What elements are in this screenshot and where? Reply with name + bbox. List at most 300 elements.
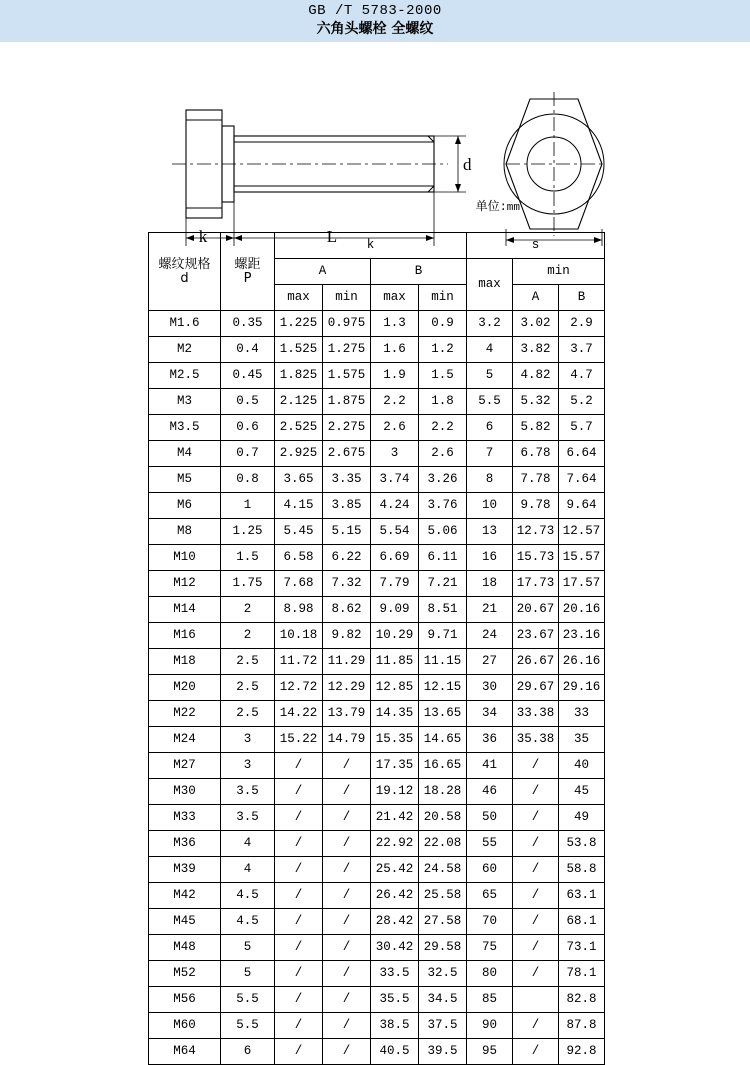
cell-ka-max: 8.98 xyxy=(275,597,323,623)
cell-s-max: 7 xyxy=(467,441,513,467)
cell-kb-max: 5.54 xyxy=(371,519,419,545)
spec-table-wrapper xyxy=(148,232,604,1065)
cell-s-b: 53.8 xyxy=(559,831,605,857)
cell-kb-max: 10.29 xyxy=(371,623,419,649)
table-row xyxy=(149,961,605,987)
cell-thread-spec: M8 xyxy=(149,519,221,545)
table-row xyxy=(149,857,605,883)
cell-kb-max: 1.6 xyxy=(371,337,419,363)
cell-kb-min: 13.65 xyxy=(419,701,467,727)
cell-ka-min: 13.79 xyxy=(323,701,371,727)
cell-ka-min: 7.32 xyxy=(323,571,371,597)
cell-ka-max: / xyxy=(275,883,323,909)
header-kb-min: min xyxy=(419,285,467,311)
cell-pitch: 4.5 xyxy=(221,909,275,935)
cell-ka-max: 11.72 xyxy=(275,649,323,675)
cell-kb-min: 27.58 xyxy=(419,909,467,935)
cell-kb-max: 17.35 xyxy=(371,753,419,779)
cell-kb-max: 1.3 xyxy=(371,311,419,337)
cell-s-b: 63.1 xyxy=(559,883,605,909)
cell-pitch: 0.5 xyxy=(221,389,275,415)
cell-kb-min: 1.2 xyxy=(419,337,467,363)
cell-thread-spec: M24 xyxy=(149,727,221,753)
cell-ka-max: 5.45 xyxy=(275,519,323,545)
cell-s-max: 70 xyxy=(467,909,513,935)
cell-pitch: 4.5 xyxy=(221,883,275,909)
header-k-a: A xyxy=(275,259,371,285)
cell-thread-spec: M12 xyxy=(149,571,221,597)
cell-pitch: 1 xyxy=(221,493,275,519)
cell-s-max: 80 xyxy=(467,961,513,987)
cell-kb-max: 19.12 xyxy=(371,779,419,805)
cell-kb-max: 40.5 xyxy=(371,1039,419,1065)
cell-thread-spec: M42 xyxy=(149,883,221,909)
cell-kb-max: 26.42 xyxy=(371,883,419,909)
header-s-b: B xyxy=(559,285,605,311)
header-ka-max: max xyxy=(275,285,323,311)
cell-kb-max: 22.92 xyxy=(371,831,419,857)
table-row xyxy=(149,987,605,1013)
cell-pitch: 5.5 xyxy=(221,987,275,1013)
cell-pitch: 6 xyxy=(221,1039,275,1065)
table-row xyxy=(149,363,605,389)
cell-s-b: 4.7 xyxy=(559,363,605,389)
cell-s-max: 95 xyxy=(467,1039,513,1065)
table-row xyxy=(149,519,605,545)
cell-kb-max: 38.5 xyxy=(371,1013,419,1039)
cell-s-max: 36 xyxy=(467,727,513,753)
cell-s-b: 20.16 xyxy=(559,597,605,623)
cell-kb-max: 28.42 xyxy=(371,909,419,935)
cell-thread-spec: M45 xyxy=(149,909,221,935)
cell-s-max: 3.2 xyxy=(467,311,513,337)
table-row xyxy=(149,389,605,415)
cell-s-max: 50 xyxy=(467,805,513,831)
cell-s-a: 15.73 xyxy=(513,545,559,571)
cell-thread-spec: M64 xyxy=(149,1039,221,1065)
cell-thread-spec: M20 xyxy=(149,675,221,701)
cell-pitch: 2.5 xyxy=(221,649,275,675)
cell-ka-min: 6.22 xyxy=(323,545,371,571)
cell-thread-spec: M27 xyxy=(149,753,221,779)
cell-s-b: 12.57 xyxy=(559,519,605,545)
header-thread-spec xyxy=(149,233,221,311)
cell-thread-spec: M18 xyxy=(149,649,221,675)
cell-kb-max: 2.2 xyxy=(371,389,419,415)
cell-ka-max: 2.525 xyxy=(275,415,323,441)
table-row xyxy=(149,467,605,493)
cell-s-a: / xyxy=(513,1039,559,1065)
cell-ka-min: / xyxy=(323,831,371,857)
cell-ka-min: / xyxy=(323,805,371,831)
cell-pitch: 3.5 xyxy=(221,779,275,805)
cell-s-a: 3.82 xyxy=(513,337,559,363)
cell-s-b: 5.2 xyxy=(559,389,605,415)
table-row xyxy=(149,831,605,857)
cell-s-a: / xyxy=(513,961,559,987)
cell-s-b: 33 xyxy=(559,701,605,727)
table-row xyxy=(149,727,605,753)
cell-ka-max: / xyxy=(275,831,323,857)
cell-s-b: 29.16 xyxy=(559,675,605,701)
table-row xyxy=(149,597,605,623)
cell-ka-min: 11.29 xyxy=(323,649,371,675)
cell-s-max: 18 xyxy=(467,571,513,597)
cell-s-max: 75 xyxy=(467,935,513,961)
cell-ka-max: 12.72 xyxy=(275,675,323,701)
cell-s-a: 5.82 xyxy=(513,415,559,441)
table-row xyxy=(149,675,605,701)
table-row xyxy=(149,779,605,805)
cell-kb-min: 5.06 xyxy=(419,519,467,545)
cell-kb-min: 2.2 xyxy=(419,415,467,441)
cell-ka-min: / xyxy=(323,935,371,961)
table-row xyxy=(149,571,605,597)
cell-kb-min: 12.15 xyxy=(419,675,467,701)
cell-ka-max: 14.22 xyxy=(275,701,323,727)
cell-pitch: 1.75 xyxy=(221,571,275,597)
cell-pitch: 0.35 xyxy=(221,311,275,337)
cell-ka-max: / xyxy=(275,961,323,987)
cell-thread-spec: M3 xyxy=(149,389,221,415)
cell-thread-spec: M36 xyxy=(149,831,221,857)
cell-thread-spec: M1.6 xyxy=(149,311,221,337)
cell-pitch: 0.8 xyxy=(221,467,275,493)
cell-s-b: 40 xyxy=(559,753,605,779)
cell-s-b: 15.57 xyxy=(559,545,605,571)
cell-ka-max: / xyxy=(275,805,323,831)
cell-ka-max: 1.825 xyxy=(275,363,323,389)
label-d: d xyxy=(463,155,472,174)
cell-s-a: / xyxy=(513,909,559,935)
table-row xyxy=(149,441,605,467)
cell-s-b: 92.8 xyxy=(559,1039,605,1065)
cell-kb-min: 34.5 xyxy=(419,987,467,1013)
cell-kb-min: 8.51 xyxy=(419,597,467,623)
cell-ka-max: / xyxy=(275,909,323,935)
cell-kb-min: 3.76 xyxy=(419,493,467,519)
cell-pitch: 0.6 xyxy=(221,415,275,441)
cell-pitch: 1.25 xyxy=(221,519,275,545)
cell-kb-min: 0.9 xyxy=(419,311,467,337)
cell-pitch: 2 xyxy=(221,623,275,649)
header-s-a: A xyxy=(513,285,559,311)
cell-pitch: 5 xyxy=(221,935,275,961)
cell-thread-spec: M60 xyxy=(149,1013,221,1039)
cell-s-a: 7.78 xyxy=(513,467,559,493)
cell-s-a: 29.67 xyxy=(513,675,559,701)
table-row xyxy=(149,493,605,519)
cell-ka-min: 3.85 xyxy=(323,493,371,519)
cell-kb-min: 3.26 xyxy=(419,467,467,493)
cell-ka-min: / xyxy=(323,1013,371,1039)
header-s-max: max xyxy=(467,259,513,311)
cell-s-max: 4 xyxy=(467,337,513,363)
table-row xyxy=(149,1039,605,1065)
cell-kb-max: 9.09 xyxy=(371,597,419,623)
cell-s-b: 35 xyxy=(559,727,605,753)
cell-s-max: 10 xyxy=(467,493,513,519)
unit-note-value: mm xyxy=(506,202,520,214)
cell-thread-spec: M30 xyxy=(149,779,221,805)
cell-kb-min: 22.08 xyxy=(419,831,467,857)
header-row-1 xyxy=(149,233,605,259)
cell-kb-max: 25.42 xyxy=(371,857,419,883)
cell-s-b: 68.1 xyxy=(559,909,605,935)
cell-pitch: 2.5 xyxy=(221,701,275,727)
cell-thread-spec: M52 xyxy=(149,961,221,987)
cell-ka-min: / xyxy=(323,909,371,935)
cell-s-a: / xyxy=(513,857,559,883)
cell-s-b: 6.64 xyxy=(559,441,605,467)
cell-pitch: 2.5 xyxy=(221,675,275,701)
cell-kb-min: 2.6 xyxy=(419,441,467,467)
bolt-drawing-svg xyxy=(0,42,750,246)
cell-kb-min: 32.5 xyxy=(419,961,467,987)
technical-drawing xyxy=(0,42,750,246)
cell-ka-min: 14.79 xyxy=(323,727,371,753)
cell-s-max: 65 xyxy=(467,883,513,909)
cell-kb-min: 24.58 xyxy=(419,857,467,883)
cell-kb-max: 1.9 xyxy=(371,363,419,389)
document-title: 六角头螺栓 全螺纹 xyxy=(316,21,434,37)
cell-kb-max: 4.24 xyxy=(371,493,419,519)
cell-ka-max: / xyxy=(275,857,323,883)
cell-kb-min: 7.21 xyxy=(419,571,467,597)
cell-s-max: 27 xyxy=(467,649,513,675)
cell-kb-max: 30.42 xyxy=(371,935,419,961)
cell-s-max: 41 xyxy=(467,753,513,779)
cell-thread-spec: M14 xyxy=(149,597,221,623)
unit-note xyxy=(476,197,520,214)
cell-ka-min: / xyxy=(323,987,371,1013)
cell-ka-min: 1.575 xyxy=(323,363,371,389)
cell-s-a: 26.67 xyxy=(513,649,559,675)
cell-s-b: 82.8 xyxy=(559,987,605,1013)
cell-kb-min: 18.28 xyxy=(419,779,467,805)
cell-thread-spec: M10 xyxy=(149,545,221,571)
cell-ka-max: 2.925 xyxy=(275,441,323,467)
cell-s-max: 55 xyxy=(467,831,513,857)
cell-ka-max: / xyxy=(275,753,323,779)
cell-s-b: 78.1 xyxy=(559,961,605,987)
cell-ka-max: / xyxy=(275,1013,323,1039)
cell-ka-min: 0.975 xyxy=(323,311,371,337)
unit-note-label: 单位: xyxy=(475,200,507,214)
cell-s-a: / xyxy=(513,753,559,779)
cell-s-a: 5.32 xyxy=(513,389,559,415)
cell-ka-max: 10.18 xyxy=(275,623,323,649)
cell-kb-min: 1.8 xyxy=(419,389,467,415)
cell-ka-min: 5.15 xyxy=(323,519,371,545)
header-ka-min: min xyxy=(323,285,371,311)
cell-pitch: 0.7 xyxy=(221,441,275,467)
cell-thread-spec: M5 xyxy=(149,467,221,493)
cell-ka-min: 9.82 xyxy=(323,623,371,649)
cell-s-b: 45 xyxy=(559,779,605,805)
cell-s-max: 6 xyxy=(467,415,513,441)
table-row xyxy=(149,701,605,727)
cell-s-max: 21 xyxy=(467,597,513,623)
cell-thread-spec: M4 xyxy=(149,441,221,467)
cell-s-a: 35.38 xyxy=(513,727,559,753)
table-row xyxy=(149,883,605,909)
cell-thread-spec: M2 xyxy=(149,337,221,363)
cell-kb-max: 12.85 xyxy=(371,675,419,701)
cell-kb-max: 7.79 xyxy=(371,571,419,597)
cell-s-a: / xyxy=(513,935,559,961)
cell-kb-min: 37.5 xyxy=(419,1013,467,1039)
cell-pitch: 4 xyxy=(221,831,275,857)
cell-ka-max: 1.225 xyxy=(275,311,323,337)
cell-thread-spec: M22 xyxy=(149,701,221,727)
cell-kb-max: 3 xyxy=(371,441,419,467)
cell-ka-max: / xyxy=(275,935,323,961)
cell-pitch: 3 xyxy=(221,753,275,779)
table-row xyxy=(149,337,605,363)
label-L: L xyxy=(326,227,338,246)
cell-s-a: / xyxy=(513,779,559,805)
cell-s-a: / xyxy=(513,805,559,831)
cell-kb-max: 33.5 xyxy=(371,961,419,987)
cell-s-b: 23.16 xyxy=(559,623,605,649)
spec-table-head xyxy=(149,233,605,311)
cell-ka-min: / xyxy=(323,961,371,987)
cell-pitch: 0.4 xyxy=(221,337,275,363)
cell-ka-min: / xyxy=(323,883,371,909)
spec-table xyxy=(148,232,605,1065)
cell-pitch: 1.5 xyxy=(221,545,275,571)
cell-kb-max: 2.6 xyxy=(371,415,419,441)
cell-thread-spec: M3.5 xyxy=(149,415,221,441)
cell-ka-min: / xyxy=(323,753,371,779)
cell-kb-max: 21.42 xyxy=(371,805,419,831)
cell-pitch: 5.5 xyxy=(221,1013,275,1039)
cell-kb-min: 9.71 xyxy=(419,623,467,649)
cell-s-max: 5.5 xyxy=(467,389,513,415)
table-row xyxy=(149,805,605,831)
header-thread-spec-label: 螺纹规格 xyxy=(158,256,211,272)
standard-number: GB /T 5783-2000 xyxy=(308,3,442,19)
header-thread-spec-sub: d xyxy=(180,270,189,286)
cell-ka-max: / xyxy=(275,987,323,1013)
cell-kb-min: 14.65 xyxy=(419,727,467,753)
table-row xyxy=(149,935,605,961)
cell-ka-max: 2.125 xyxy=(275,389,323,415)
cell-thread-spec: M2.5 xyxy=(149,363,221,389)
table-row xyxy=(149,623,605,649)
cell-s-b: 49 xyxy=(559,805,605,831)
header-pitch-label: 螺距 xyxy=(234,256,261,272)
cell-ka-min: 1.875 xyxy=(323,389,371,415)
header-k: k xyxy=(275,233,467,259)
cell-s-max: 46 xyxy=(467,779,513,805)
cell-thread-spec: M56 xyxy=(149,987,221,1013)
cell-s-b: 5.7 xyxy=(559,415,605,441)
header-s-min: min xyxy=(513,259,605,285)
cell-s-a: 4.82 xyxy=(513,363,559,389)
document-header xyxy=(0,0,750,42)
cell-s-a xyxy=(513,987,559,1013)
table-row xyxy=(149,909,605,935)
cell-ka-min: / xyxy=(323,779,371,805)
label-k: k xyxy=(198,227,208,246)
cell-s-max: 13 xyxy=(467,519,513,545)
cell-pitch: 4 xyxy=(221,857,275,883)
cell-s-max: 16 xyxy=(467,545,513,571)
cell-ka-max: / xyxy=(275,779,323,805)
cell-kb-min: 20.58 xyxy=(419,805,467,831)
cell-s-b: 2.9 xyxy=(559,311,605,337)
cell-s-a: 9.78 xyxy=(513,493,559,519)
cell-s-b: 17.57 xyxy=(559,571,605,597)
cell-kb-max: 14.35 xyxy=(371,701,419,727)
cell-pitch: 5 xyxy=(221,961,275,987)
cell-s-a: 3.02 xyxy=(513,311,559,337)
cell-s-b: 7.64 xyxy=(559,467,605,493)
cell-s-b: 9.64 xyxy=(559,493,605,519)
cell-ka-max: 15.22 xyxy=(275,727,323,753)
cell-ka-min: 12.29 xyxy=(323,675,371,701)
cell-s-max: 30 xyxy=(467,675,513,701)
cell-s-max: 85 xyxy=(467,987,513,1013)
cell-kb-min: 29.58 xyxy=(419,935,467,961)
cell-kb-max: 6.69 xyxy=(371,545,419,571)
cell-s-max: 24 xyxy=(467,623,513,649)
cell-kb-min: 11.15 xyxy=(419,649,467,675)
table-row xyxy=(149,545,605,571)
cell-s-max: 34 xyxy=(467,701,513,727)
cell-ka-max: 4.15 xyxy=(275,493,323,519)
cell-s-b: 26.16 xyxy=(559,649,605,675)
cell-s-b: 58.8 xyxy=(559,857,605,883)
cell-s-max: 60 xyxy=(467,857,513,883)
cell-s-b: 73.1 xyxy=(559,935,605,961)
cell-ka-min: 3.35 xyxy=(323,467,371,493)
header-pitch xyxy=(221,233,275,311)
cell-thread-spec: M33 xyxy=(149,805,221,831)
cell-kb-min: 39.5 xyxy=(419,1039,467,1065)
cell-ka-min: 2.275 xyxy=(323,415,371,441)
cell-s-a: 20.67 xyxy=(513,597,559,623)
cell-s-max: 5 xyxy=(467,363,513,389)
cell-kb-min: 16.65 xyxy=(419,753,467,779)
spec-table-body xyxy=(149,311,605,1065)
cell-ka-min: 8.62 xyxy=(323,597,371,623)
cell-s-max: 90 xyxy=(467,1013,513,1039)
cell-kb-max: 11.85 xyxy=(371,649,419,675)
cell-thread-spec: M6 xyxy=(149,493,221,519)
cell-ka-min: / xyxy=(323,1039,371,1065)
header-kb-max: max xyxy=(371,285,419,311)
cell-s-a: 33.38 xyxy=(513,701,559,727)
cell-thread-spec: M16 xyxy=(149,623,221,649)
cell-pitch: 3.5 xyxy=(221,805,275,831)
cell-s-a: 17.73 xyxy=(513,571,559,597)
table-row xyxy=(149,1013,605,1039)
cell-kb-max: 3.74 xyxy=(371,467,419,493)
cell-kb-max: 15.35 xyxy=(371,727,419,753)
cell-kb-min: 25.58 xyxy=(419,883,467,909)
cell-s-b: 3.7 xyxy=(559,337,605,363)
cell-thread-spec: M39 xyxy=(149,857,221,883)
cell-s-a: 12.73 xyxy=(513,519,559,545)
cell-ka-max: 6.58 xyxy=(275,545,323,571)
cell-thread-spec: M48 xyxy=(149,935,221,961)
cell-kb-min: 6.11 xyxy=(419,545,467,571)
cell-ka-max: 1.525 xyxy=(275,337,323,363)
cell-s-a: 23.67 xyxy=(513,623,559,649)
